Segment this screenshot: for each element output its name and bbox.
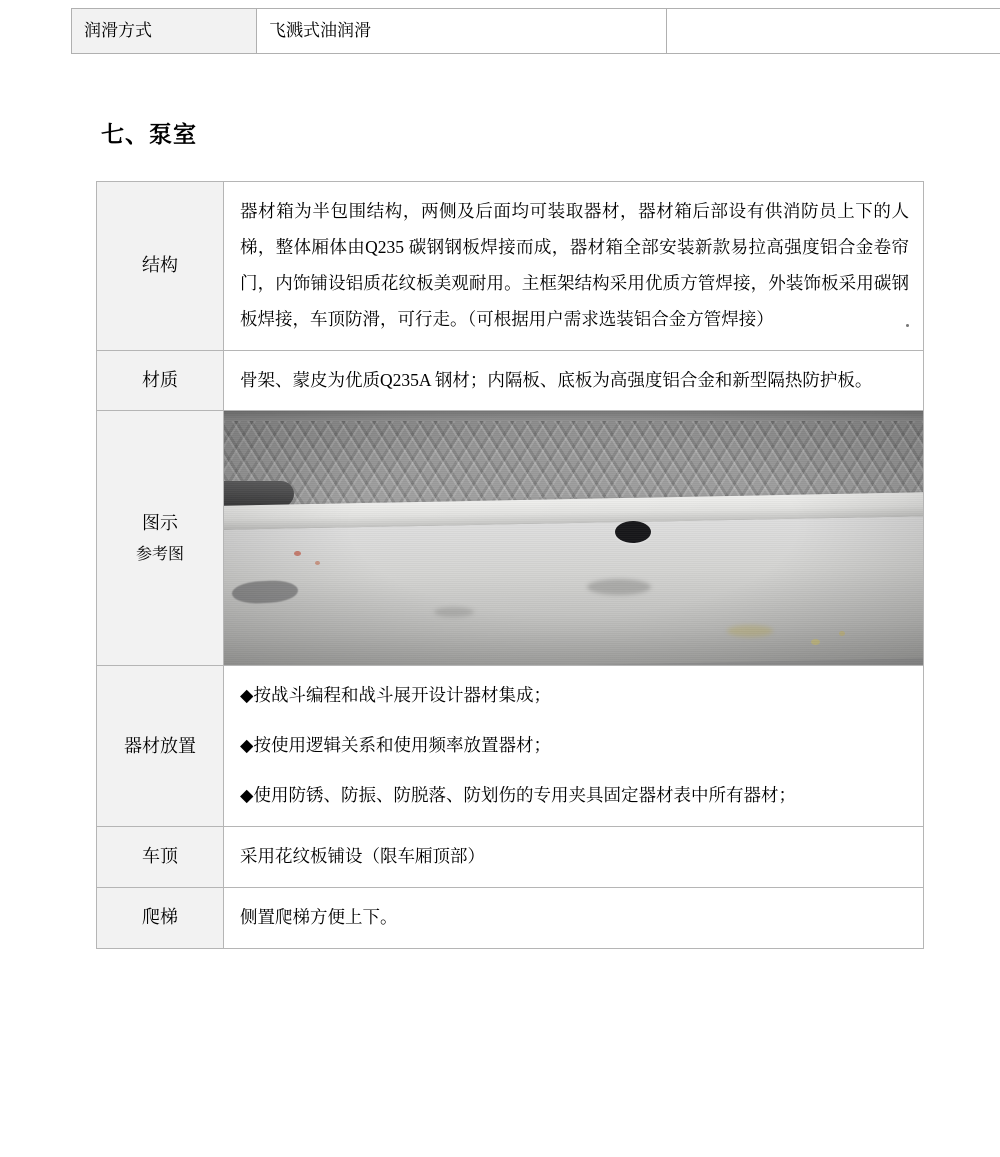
paragraph: 侧置爬梯方便上下。 [240, 906, 398, 927]
row-content-structure [224, 182, 924, 351]
row-label-illustration [97, 411, 224, 666]
table-row-material [97, 350, 924, 411]
paragraph: 器材箱为半包围结构，两侧及后面均可装取器材，器材箱后部设有供消防员上下的人梯，整体厢体由Q235 碳钢钢板焊接而成，器材箱全部安装新款易拉高强度铝合金卷帘门，内饰铺设铝质花纹板美观耐用。主框架结构采用优质方管焊接，外装饰板采用碳钢板焊接，车顶防滑，可行走。（可根据用户需求选装铝合金方管焊接） [240, 201, 909, 329]
row-label-equipment-placement: 器材放置 [97, 666, 224, 827]
table-row-illustration [97, 411, 924, 666]
row-label-ladder: 爬梯 [97, 887, 224, 948]
page-speck [906, 324, 909, 327]
bullet-item: ◆按使用逻辑关系和使用频率放置器材； [240, 735, 551, 756]
top-table-label: 润滑方式 [72, 9, 257, 54]
row-label-illustration-main: 图示 [142, 512, 178, 533]
pump-room-spec-table [96, 181, 924, 949]
top-table-value: 飞溅式油润滑 [257, 9, 667, 54]
bullet-item: ◆按战斗编程和战斗展开设计器材集成； [240, 685, 551, 706]
row-content-equipment-placement [224, 666, 924, 827]
top-table-extra [667, 9, 1000, 54]
row-label-illustration-sub: 参考图 [135, 545, 184, 563]
top-partial-table [71, 8, 1000, 54]
table-row-ladder [97, 887, 924, 948]
paragraph: 骨架、蒙皮为优质Q235A 钢材；内隔板、底板为高强度铝合金和新型隔热防护板。 [240, 369, 873, 390]
row-content-material [224, 350, 924, 411]
row-label-material: 材质 [97, 350, 224, 411]
table-row-equipment-placement [97, 666, 924, 827]
table-row-roof [97, 827, 924, 888]
row-content-ladder [224, 887, 924, 948]
row-content-illustration [224, 411, 924, 666]
bullet-item: ◆使用防锈、防振、防脱落、防划伤的专用夹具固定器材表中所有器材； [240, 785, 796, 806]
pump-room-photo [224, 411, 923, 665]
row-label-structure: 结构 [97, 182, 224, 351]
row-content-roof [224, 827, 924, 888]
row-label-roof: 车顶 [97, 827, 224, 888]
table-row-structure [97, 182, 924, 351]
photo-vignette [224, 411, 923, 665]
paragraph: 采用花纹板铺设（限车厢顶部） [240, 846, 485, 866]
section-heading: 七、泵室 [101, 121, 197, 147]
table-row [72, 9, 1000, 54]
